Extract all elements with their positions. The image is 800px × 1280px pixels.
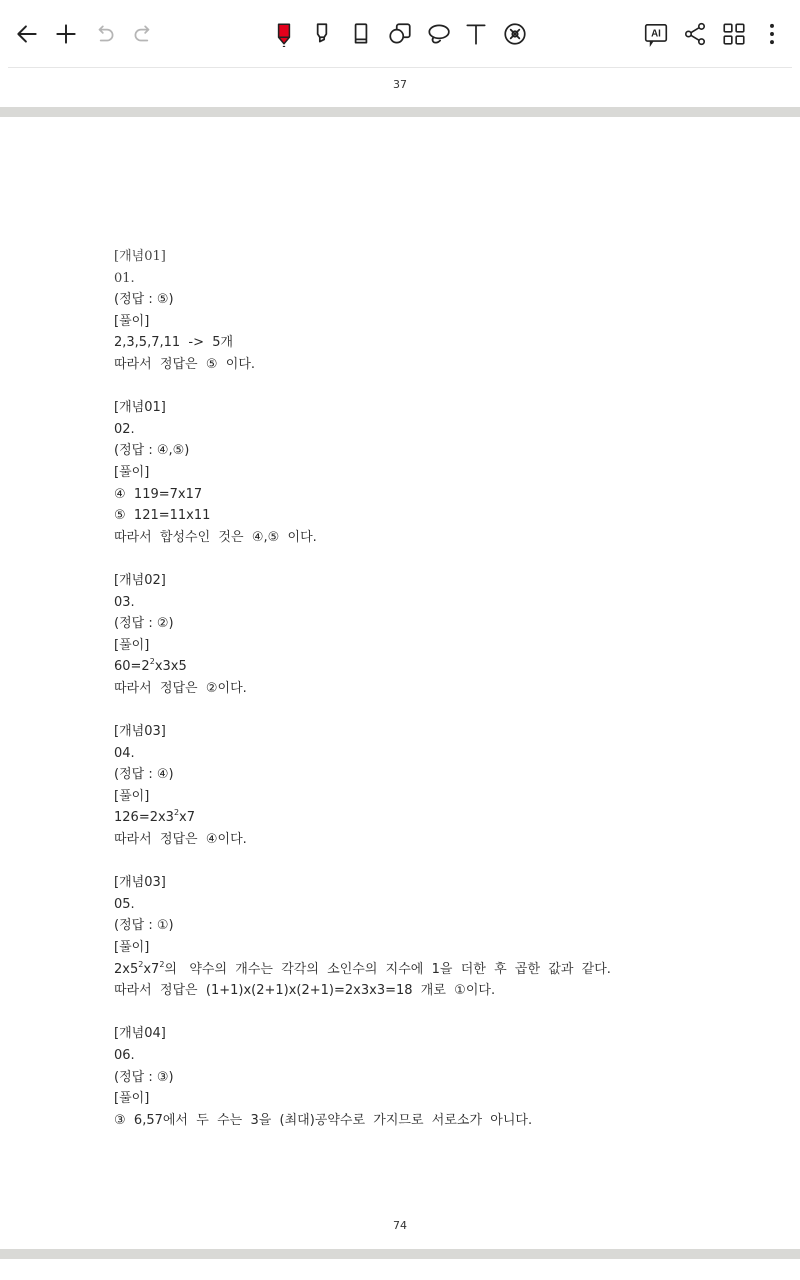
text-line: ⑤ 121=11x11: [114, 508, 211, 524]
laser-pointer-icon[interactable]: [495, 14, 535, 54]
ai-button[interactable]: [636, 14, 676, 54]
text-line: [개념01]: [114, 249, 166, 264]
blank-line: [114, 1002, 714, 1024]
share-icon[interactable]: [675, 14, 715, 54]
toolbar-divider: [8, 67, 792, 68]
text-line: 05.: [114, 896, 135, 912]
text-line: 01.: [114, 270, 135, 286]
text-line: $60=2^2x3x5$: [114, 657, 187, 675]
ai-label: AI: [651, 28, 661, 40]
page-number: 74: [393, 1219, 407, 1232]
blank-line: [114, 699, 714, 721]
eraser-icon[interactable]: [341, 14, 381, 54]
previous-page-number: 37: [393, 78, 407, 91]
text-line: 03.: [114, 594, 135, 610]
blank-line: [114, 376, 714, 398]
text-line: 02.: [114, 421, 135, 437]
text-line: 따라서 정답은 ④이다.: [114, 832, 247, 848]
text-line: (정답 : ④): [114, 767, 174, 783]
text-icon[interactable]: [456, 14, 496, 54]
blank-line: [114, 548, 714, 570]
text-line: [풀이]: [114, 940, 150, 955]
lasso-icon[interactable]: [418, 14, 458, 54]
grid-view-icon[interactable]: [714, 14, 754, 54]
text-line: $126=2x3^2x7$: [114, 808, 196, 826]
text-line: [풀이]: [114, 313, 150, 329]
text-line: 06.: [114, 1047, 135, 1063]
text-line: (정답 : ④,⑤): [114, 443, 190, 459]
text-line: ④ 119=7x17: [114, 486, 203, 502]
more-options-icon[interactable]: [752, 14, 792, 54]
pen-icon[interactable]: [264, 14, 304, 54]
text-line: 따라서 정답은 (1+1)x(2+1)x(2+1)=2x3x3=18 개로 ①이다.: [114, 983, 496, 999]
text-line: 따라서 합성수인 것은 ④,⑤ 이다.: [114, 529, 317, 545]
text-line: [풀이]: [114, 788, 150, 804]
text-line: (정답 : ⑤): [114, 292, 174, 308]
page-separator: [0, 107, 800, 117]
text-line: [풀이]: [114, 1091, 150, 1107]
text-line: [개념03]: [114, 724, 166, 740]
text-line: (정답 : ①): [114, 918, 174, 934]
text-line: 따라서 정답은 ②이다.: [114, 680, 247, 696]
text-line: 04.: [114, 745, 135, 761]
text-line: ③ 6,57에서 두 수는 3을 (최대)공약수로 가지므로 서로소가 아니다.: [114, 1112, 533, 1128]
text-line: $2x5^2x7^2$의 약수의 개수는 각각의 소인수의 지수에 1을 더한 후 곱한 값과 같다.: [114, 959, 611, 977]
text-line: (정답 : ③): [114, 1069, 174, 1085]
text-line: [풀이]: [114, 464, 150, 480]
text-line: 2,3,5,7,11 -> 5개: [114, 335, 234, 351]
text-line: 따라서 정답은 ⑤ 이다.: [114, 356, 256, 372]
ai-icon: [643, 21, 669, 47]
page-content: [114, 246, 714, 1131]
text-line: [풀이]: [114, 637, 150, 653]
top-toolbar: [0, 0, 800, 68]
back-arrow-icon[interactable]: [7, 14, 47, 54]
text-line: [개념03]: [114, 875, 166, 891]
page-separator-bottom: [0, 1249, 800, 1259]
blank-line: [114, 851, 714, 873]
highlighter-icon[interactable]: [302, 14, 342, 54]
add-icon[interactable]: [46, 14, 86, 54]
undo-icon[interactable]: [85, 14, 125, 54]
text-line: (정답 : ②): [114, 616, 174, 632]
text-line: [개념04]: [114, 1026, 166, 1042]
text-line: [개념01]: [114, 400, 166, 416]
text-line: [개념02]: [114, 572, 166, 588]
shape-icon[interactable]: [380, 14, 420, 54]
redo-icon[interactable]: [123, 14, 163, 54]
